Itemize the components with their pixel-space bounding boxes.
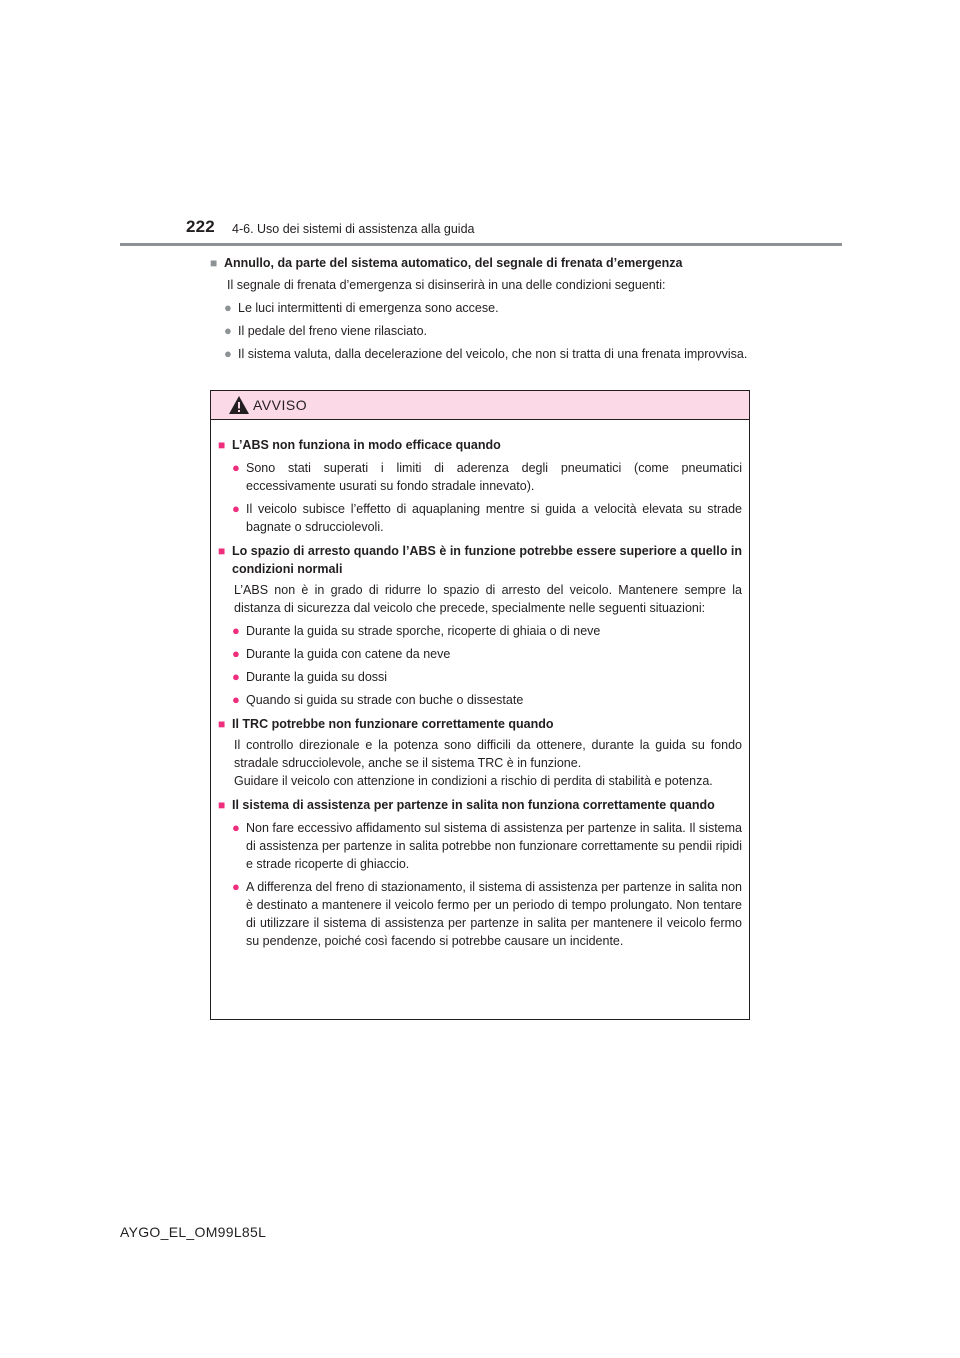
warning-triangle-icon bbox=[228, 395, 250, 415]
list-item bbox=[224, 345, 750, 363]
intro-section bbox=[210, 254, 750, 363]
square-bullet-icon: ■ bbox=[218, 798, 226, 812]
circle-bullet-icon: ● bbox=[232, 669, 240, 684]
intro-text: Il segnale di frenata d’emergenza si disinserirà in una delle condizioni seguenti: bbox=[227, 278, 666, 292]
header-divider bbox=[120, 243, 842, 246]
circle-bullet-icon: ● bbox=[232, 623, 240, 638]
circle-bullet-icon: ● bbox=[232, 692, 240, 707]
list-item-text: Il sistema valuta, dalla decelerazione del veicolo, che non si tratta di una frenata improvvisa. bbox=[238, 347, 748, 361]
list-item bbox=[232, 622, 742, 640]
warning-body bbox=[211, 420, 749, 950]
warning-heading-row bbox=[218, 542, 742, 578]
list-item-text: Quando si guida su strade con buche o dissestate bbox=[246, 693, 524, 707]
list-item bbox=[232, 645, 742, 663]
warning-header bbox=[211, 391, 749, 420]
warning-title: AVVISO bbox=[253, 397, 308, 413]
list-item-text: Il veicolo subisce l’effetto di aquaplaning mentre si guida a velocità elevata su strade bagnate o sdrucciolevoli. bbox=[246, 502, 742, 534]
circle-bullet-icon: ● bbox=[232, 460, 240, 475]
section-title: 4-6. Uso dei sistemi di assistenza alla guida bbox=[232, 222, 475, 236]
circle-bullet-icon: ● bbox=[232, 501, 240, 516]
square-bullet-icon: ■ bbox=[210, 256, 218, 270]
square-bullet-icon: ■ bbox=[218, 717, 226, 731]
list-item bbox=[232, 691, 742, 709]
list-item bbox=[232, 668, 742, 686]
list-item-text: Durante la guida su strade sporche, ricoperte di ghiaia o di neve bbox=[246, 624, 601, 638]
warning-heading-row bbox=[218, 436, 742, 454]
square-bullet-icon: ■ bbox=[218, 544, 226, 558]
list-item-text: Le luci intermittenti di emergenza sono accese. bbox=[238, 301, 499, 315]
warning-heading: L’ABS non funziona in modo efficace quando bbox=[232, 438, 501, 452]
list-item-text: Non fare eccessivo affidamento sul sistema di assistenza per partenze in salita. Il sistema di assistenza per partenze in salita potrebbe non funzionare correttamente su pendii ripidi e strade ricoperte di ghiaccio. bbox=[246, 821, 742, 871]
list-item-text: Durante la guida su dossi bbox=[246, 670, 388, 684]
circle-bullet-icon: ● bbox=[232, 820, 240, 835]
list-item bbox=[224, 322, 750, 340]
list-item-text: A differenza del freno di stazionamento, il sistema di assistenza per partenze in salita non è destinato a mantenere il veicolo fermo per un periodo di tempo prolungato. Non tentare di utilizzare il sistema di assistenza per partenze in salita per mantenere il veicolo fermo su pendenze, poiché così facendo si potrebbe causare un incidente. bbox=[246, 880, 742, 948]
circle-bullet-icon: ● bbox=[224, 346, 232, 361]
warning-box bbox=[210, 390, 750, 1020]
circle-bullet-icon: ● bbox=[224, 323, 232, 338]
list-item bbox=[232, 819, 742, 873]
circle-bullet-icon: ● bbox=[232, 646, 240, 661]
list-item bbox=[232, 500, 742, 536]
warning-heading: Il sistema di assistenza per partenze in salita non funziona correttamente quando bbox=[232, 798, 715, 812]
warning-text: L’ABS non è in grado di ridurre lo spazio di arresto del veicolo. Mantenere sempre la distanza di sicurezza dal veicolo che precede, specialmente nelle seguenti situazioni: bbox=[234, 583, 742, 615]
list-item bbox=[232, 459, 742, 495]
list-item-text: Il pedale del freno viene rilasciato. bbox=[238, 324, 428, 338]
warning-text: Il controllo direzionale e la potenza sono difficili da ottenere, durante la guida su fondo stradale sdrucciolevole, anche se il sistema TRC è in funzione. bbox=[234, 738, 742, 770]
warning-heading: Lo spazio di arresto quando l’ABS è in funzione potrebbe essere superiore a quello in condizioni normali bbox=[232, 544, 742, 576]
warning-text: Guidare il veicolo con attenzione in condizioni a rischio di perdita di stabilità e potenza. bbox=[234, 774, 713, 788]
list-item bbox=[224, 299, 750, 317]
page-number: 222 bbox=[186, 217, 215, 236]
document-code: AYGO_EL_OM99L85L bbox=[120, 1224, 267, 1240]
warning-heading-row bbox=[218, 715, 742, 733]
warning-heading-row bbox=[218, 796, 742, 814]
list-item-text: Sono stati superati i limiti di aderenza degli pneumatici (come pneumatici eccessivamente usurati su fondo stradale innevato). bbox=[246, 461, 742, 493]
list-item bbox=[232, 878, 742, 950]
intro-heading-row bbox=[210, 254, 750, 272]
square-bullet-icon: ■ bbox=[218, 438, 226, 452]
warning-heading: Il TRC potrebbe non funzionare correttamente quando bbox=[232, 717, 554, 731]
list-item-text: Durante la guida con catene da neve bbox=[246, 647, 451, 661]
circle-bullet-icon: ● bbox=[232, 879, 240, 894]
circle-bullet-icon: ● bbox=[224, 300, 232, 315]
intro-heading: Annullo, da parte del sistema automatico, del segnale di frenata d’emergenza bbox=[224, 256, 683, 270]
